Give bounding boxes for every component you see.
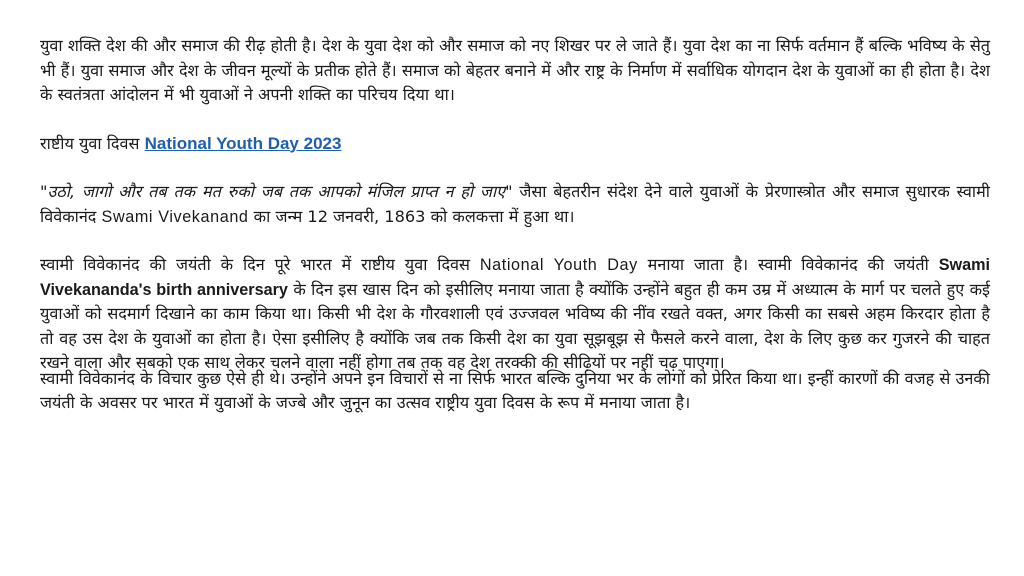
jayanti-paragraph [40, 253, 990, 376]
section-heading [40, 132, 990, 157]
closing-paragraph: स्वामी विवेकानंद के विचार कुछ ऐसे ही थे। उन्होंने अपने इन विचारों से ना सिर्फ भारत बल्कि दुनिया भर के लोगों को प्रेरित किया था। इन्हीं कारणों की वजह से उनकी जयंती के अवसर पर भारत में युवाओं के जज्बे और जुनून का उत्सव राष्ट्रीय युवा दिवस के रूप में मनाया जाता है। [40, 368, 990, 412]
national-youth-day-text: National Youth Day [479, 256, 638, 274]
quote-paragraph-text-a: जैसा बेहतरीन संदेश देने वाले युवाओं के प्रेरणास्त्रोत और समाज सुधारक स्वामी विवेकानंद [40, 182, 990, 226]
quote-paragraph [40, 180, 990, 229]
jayanti-text-b: मनाया जाता है। स्वामी विवेकानंद की जयंती [637, 255, 939, 274]
heading-hindi: राष्टीय युवा दिवस [40, 133, 140, 153]
intro-paragraph: युवा शक्ति देश की और समाज की रीढ़ होती है। देश के युवा देश को और समाज को नए शिखर पर ले जाते हैं। युवा देश का ना सिर्फ वर्तमान हैं बल्कि भविष्य के सेतु भी हैं। युवा समाज और देश के जीवन मूल्यों के प्रतीक होते हैं। समाज को बेहतर बनाने में और राष्ट्र के निर्माण में सर्वाधिक योगदान देश के युवाओं का ही होता है। देश के स्वतंत्रता आंदोलन में भी युवाओं ने अपनी शक्ति का परिचय दिया था। [40, 36, 990, 104]
jayanti-text-a: स्वामी विवेकानंद की जयंती के दिन पूरे भारत में राष्टीय युवा दिवस [40, 255, 480, 274]
quote-paragraph-text-b: का जन्म 12 जनवरी, 1863 को कलकत्ता में हुआ था। [248, 206, 575, 226]
jayanti-text-c: के दिन इस खास दिन को इसीलिए मनाया जाता है क्योंकि उन्होंने बहुत ही कम उम्र में अध्यात्म के मार्ग पर चलते हुए कई युवाओं को सदमार्ग दिखाने का काम किया था। किसी भी देश के गौरवशाली एवं उज्जवल भविष्य की नींव रखते वक्त, अगर किसी का सबसे अहम किरदार होता है तो वह उस देश के युवाओं का होता है। ऐसा इसीलिए है क्योंकि जब तक किसी देश का युवा सूझबूझ से फैसले करने वाला, देश के लिए कुछ कर गुजरने की चाहत रखने वाला और सबको एक साथ लेकर चलने वाला नहीं होगा तब तक वह देश तरक्की की सीढ़ियों पर नहीं चढ़ पाएगा। [40, 279, 990, 372]
national-youth-day-link[interactable]: National Youth Day 2023 [144, 133, 342, 153]
birth-anniversary-bold: Swami Vivekananda's birth anniversary [40, 256, 990, 299]
vivekanand-quote: "उठो, जागो और तब तक मत रुको जब तक आपको मंजिल प्राप्त न हो जाए" [40, 182, 513, 201]
swami-vivekanand-name: Swami Vivekanand [101, 207, 249, 226]
